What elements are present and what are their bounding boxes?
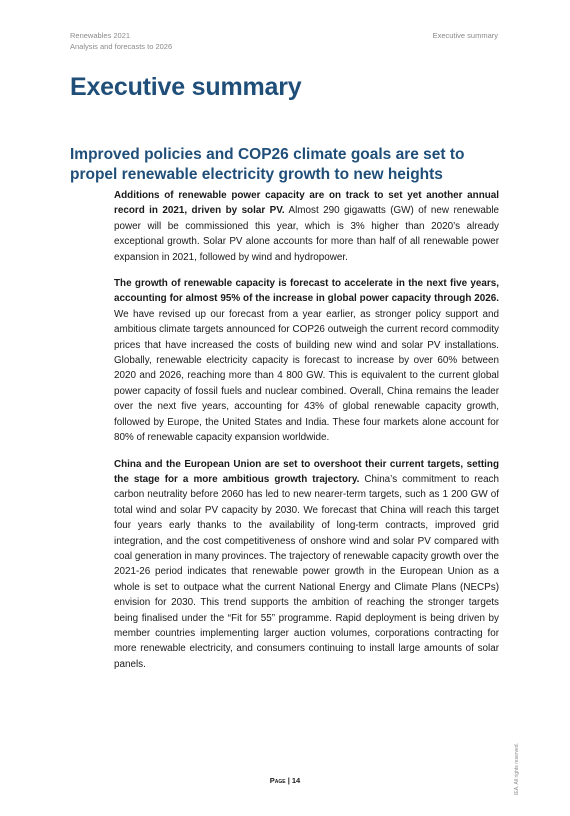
- page-label: Page: [269, 776, 286, 785]
- section-header: Executive summary: [432, 31, 498, 40]
- paragraph-text: Almost 290 gigawatts (GW) of new renewable power will be commissioned this year, which is 3% higher than 2020’s already exceptional growth. Solar PV alone accounts for more than half of all renewable power expansion in 2021, followed by wind and hydropower.: [114, 205, 500, 263]
- paragraph-lead: China and the European Union are set to overshoot their current targets, setting the stage for a more ambitious growth trajectory.: [114, 458, 499, 485]
- page-title: Executive summary: [70, 73, 302, 101]
- section-heading: Improved policies and COP26 climate goals are set to propel renewable electricity growth to new heights: [70, 146, 465, 183]
- paragraph-lead: Additions of renewable power capacity are on track to set yet another annual record in 2021, driven by solar PV.: [114, 190, 499, 217]
- report-subtitle: Analysis and forecasts to 2026: [70, 41, 173, 51]
- paragraph-lead: The growth of renewable capacity is forecast to accelerate in the next five years, accounting for almost 95% of the increase in global power capacity through 2026.: [114, 278, 499, 305]
- paragraph: [114, 457, 499, 673]
- paragraph: [114, 276, 499, 445]
- rights-notice: IEA. All rights reserved.: [514, 743, 520, 795]
- page-separator: |: [287, 776, 290, 785]
- body-text: [114, 188, 499, 683]
- paragraph-text: We have revised up our forecast from a year earlier, as stronger policy support and ambitious climate targets announced for COP26 outweigh the current record commodity prices that have increased the costs of building new wind and solar PV installations. Globally, renewable electricity capacity is forecast to increase by over 60% between 2020 and 2026, reaching more than 4 800 GW. This is equivalent to the current global power capacity of fossil fuels and nuclear combined. Overall, China remains the leader over the next five years, accounting for 43% of global renewable capacity growth, followed by Europe, the United States and India. These four markets alone account for 80% of renewable capacity expansion worldwide.: [114, 308, 499, 444]
- running-header: [70, 31, 172, 52]
- paragraph: [114, 188, 499, 265]
- report-title: Renewables 2021: [70, 31, 131, 40]
- paragraph-text: China’s commitment to reach carbon neutrality before 2060 has led to new nearer-term targets, such as 1 200 GW of total wind and solar PV capacity by 2030. We forecast that China will reach this target four years early thanks to the availability of long-term contracts, improved grid integration, and the cost competitiveness of onshore wind and solar PV compared with coal generation in many provinces. The trajectory of renewable capacity growth over the 2021-26 period indicates that renewable power growth in the European Union as a whole is set to outpace what the current National Energy and Climate Plans (NECPs) envision for 2030. This trend supports the ambition of reaching the stronger targets being finalised under the “Fit for 55” programme. Rapid deployment is being driven by member countries implementing larger auction volumes, corporations contracting for more renewable electricity, and consumers continuing to install large amounts of solar panels.: [114, 473, 499, 670]
- page-footer: [0, 776, 570, 785]
- page-number: 14: [291, 776, 301, 785]
